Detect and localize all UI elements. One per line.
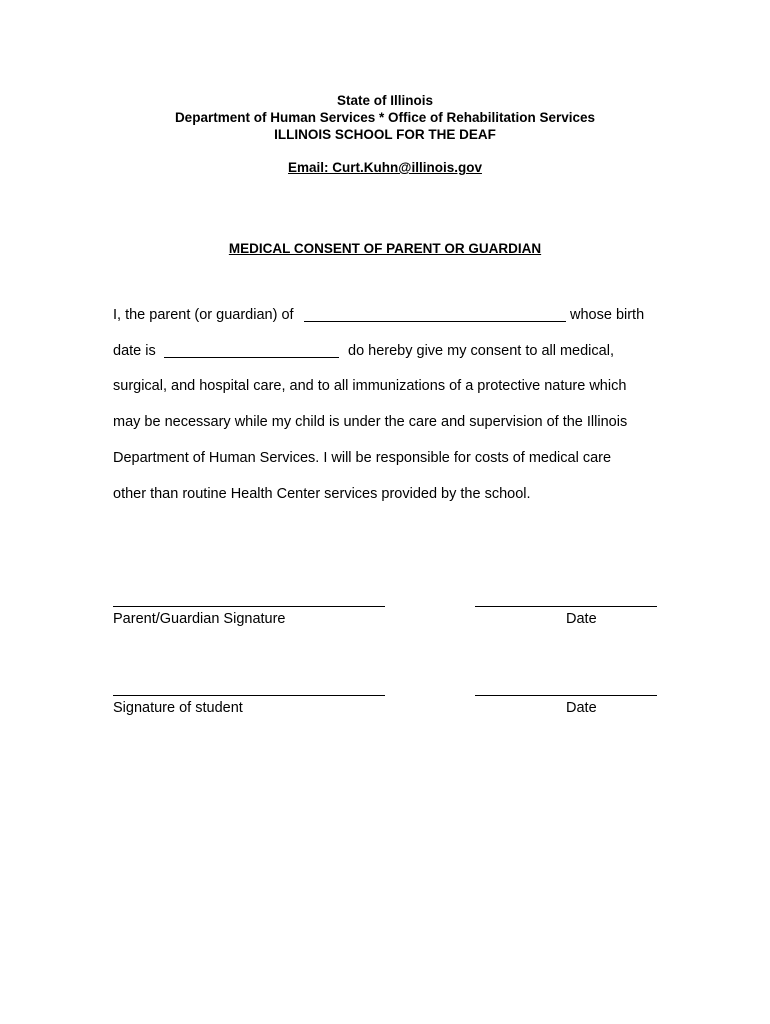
birth-date-field[interactable] [164,357,339,358]
parent-signature-field[interactable] [113,606,385,607]
student-date-label: Date [566,700,597,716]
form-title: MEDICAL CONSENT OF PARENT OR GUARDIAN [228,241,542,256]
email-link[interactable]: Email: Curt.Kuhn@illinois.gov [288,160,482,175]
consent-line-1a: I, the parent (or guardian) of [113,307,294,323]
consent-line-6: other than routine Health Center services provided by the school. [113,486,531,502]
student-signature-field[interactable] [113,695,385,696]
child-name-field[interactable] [304,321,566,322]
parent-signature-label: Parent/Guardian Signature [113,611,286,627]
parent-date-label: Date [566,611,597,627]
consent-line-2b: do hereby give my consent to all medical, [348,343,614,359]
state-heading: State of Illinois [336,93,433,108]
consent-line-3: surgical, and hospital care, and to all immunizations of a protective nature which [113,378,627,394]
department-heading: Department of Human Services * Office of Rehabilitation Services [174,110,596,125]
consent-line-4: may be necessary while my child is under the care and supervision of the Illinois [113,414,628,430]
consent-line-5: Department of Human Services. I will be responsible for costs of medical care [113,450,612,466]
consent-line-1b: whose birth [570,307,645,323]
parent-date-field[interactable] [475,606,657,607]
student-date-field[interactable] [475,695,657,696]
school-heading: ILLINOIS SCHOOL FOR THE DEAF [274,127,496,142]
consent-line-2a: date is [113,343,156,359]
student-signature-label: Signature of student [113,700,243,716]
